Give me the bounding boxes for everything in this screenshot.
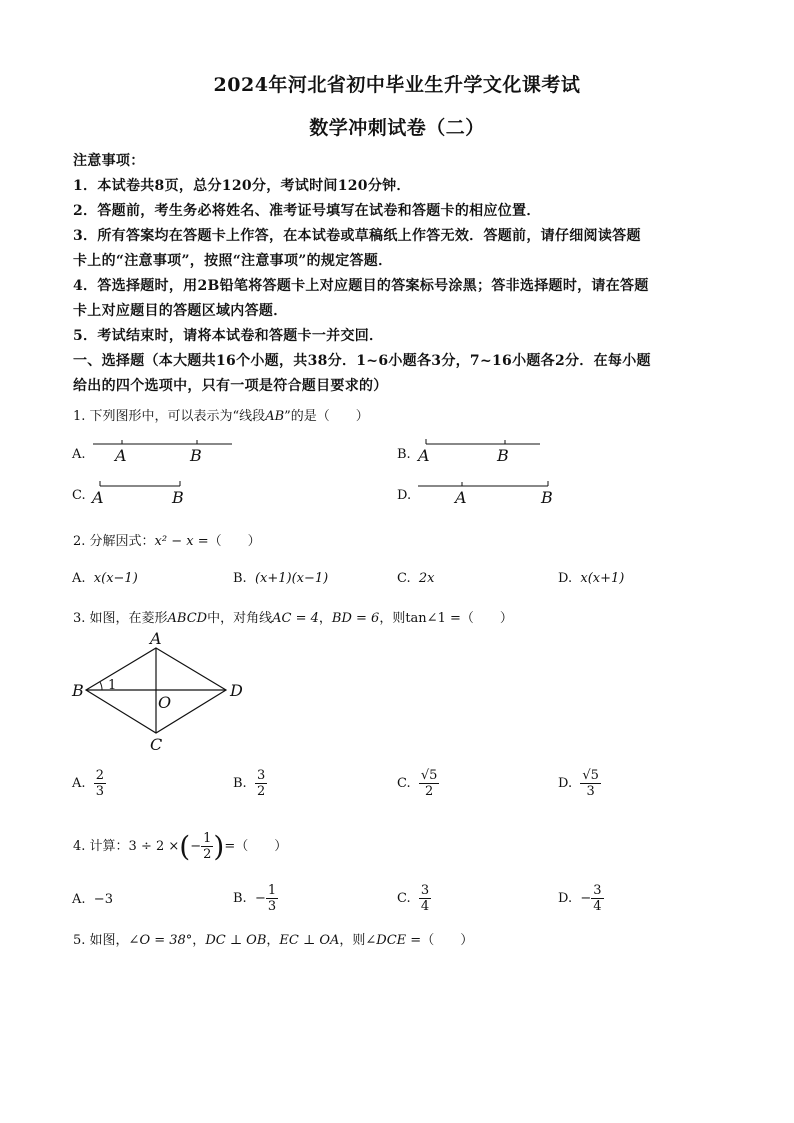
- q3-label-o: O: [158, 693, 172, 712]
- q4-option-d: D. − $\frac{3}{4}$: [558, 883, 602, 914]
- note-line-4: 4．答选择题时，用2B铅笔将答题卡上对应题目的答案标号涂黑；答非选择题时，请在答题: [73, 278, 649, 294]
- q3-option-c: C. $\frac{√5}{2}$: [397, 768, 438, 799]
- question-1-suffix: ”的是（ ）: [284, 409, 369, 424]
- question-2: [73, 530, 261, 549]
- q3-label-c: C: [150, 735, 163, 754]
- section-heading-line-2: 给出的四个选项中，只有一项是符合题目要求的）: [73, 378, 388, 394]
- q1-option-a-letter: A.: [72, 447, 86, 462]
- q2-option-d: D. x(x+1): [558, 571, 625, 586]
- question-4: 4. 计算：3 ÷ 2 ×(− $\frac{1}{2}$ )=（ ）: [73, 830, 288, 863]
- q3-option-a: A. $\frac{2}{3}$: [72, 768, 105, 799]
- note-line-3-cont: 卡上的“注意事项”，按照“注意事项”的规定答题．: [73, 253, 393, 269]
- q1-option-a-figure: [93, 440, 232, 465]
- question-5: 5. 如图，∠O = 38°，DC ⊥ OB，EC ⊥ OA，则∠DCE =（ ）: [73, 933, 474, 948]
- q3-option-b: B. $\frac{3}{2}$: [233, 768, 266, 799]
- q2-option-a: A. x(x−1): [72, 571, 138, 586]
- q1-option-c-figure: [90, 481, 184, 507]
- q1-d-label-a: A: [455, 488, 467, 507]
- question-1-var: AB: [265, 409, 285, 424]
- question-2-suffix: （ ）: [208, 534, 261, 549]
- exam-title: 2024年河北省初中毕业生升学文化课考试: [213, 74, 581, 96]
- q1-option-c-letter: C.: [72, 488, 86, 503]
- q1-option-b-letter: B.: [397, 447, 411, 462]
- notes-heading: 注意事项：: [73, 153, 145, 169]
- q1-c-label-a: A: [92, 488, 104, 507]
- note-line-2: 2．答题前，考生务必将姓名、准考证号填写在试卷和答题卡的相应位置．: [73, 203, 541, 219]
- question-3: 3. 如图，在菱形ABCD中，对角线AC = 4，BD = 6，则tan∠1 =（ ）: [73, 611, 513, 626]
- question-1-prefix: 1. 下列图形中，可以表示为“线段: [73, 409, 266, 424]
- q1-b-label-b: B: [497, 446, 509, 465]
- q3-rhombus-figure: [71, 629, 243, 754]
- q4-option-a: A. −3: [72, 892, 113, 907]
- question-2-prefix: 2. 分解因式：: [73, 534, 155, 549]
- q3-label-b: B: [72, 681, 84, 700]
- q3-label-d: D: [230, 681, 243, 700]
- q1-a-label-b: B: [190, 446, 202, 465]
- note-line-4-cont: 卡上对应题目的答题区域内答题．: [73, 303, 288, 319]
- section-heading-line-1: 一、选择题（本大题共16个小题，共38分．1~6小题各3分，7~16小题各2分．在每小题: [73, 353, 651, 369]
- note-line-5: 5．考试结束时，请将本试卷和答题卡一并交回．: [73, 328, 384, 344]
- q3-option-d: D. $\frac{√5}{3}$: [558, 768, 599, 799]
- q4-option-c: C. $\frac{3}{4}$: [397, 883, 430, 914]
- q2-option-c: C. 2x: [397, 571, 435, 586]
- q4-option-b: B. − $\frac{1}{3}$: [233, 883, 277, 914]
- q1-option-d-figure: [418, 481, 553, 507]
- q1-c-label-b: B: [172, 488, 184, 507]
- q1-option-b-figure: [416, 439, 540, 465]
- question-2-expr: x² − x =: [154, 534, 209, 549]
- note-line-3: 3．所有答案均在答题卡上作答，在本试卷或草稿纸上作答无效．答题前，请仔细阅读答题: [73, 228, 641, 244]
- note-line-1: 1．本试卷共8页，总分120分，考试时间120分钟．: [73, 178, 411, 194]
- q1-b-label-a: A: [418, 446, 430, 465]
- q1-option-d-letter: D.: [397, 488, 412, 503]
- q1-d-label-b: B: [541, 488, 553, 507]
- q3-angle-1: 1: [108, 678, 117, 693]
- q2-option-b: B. (x+1)(x−1): [233, 571, 329, 586]
- q1-a-label-a: A: [115, 446, 127, 465]
- exam-subtitle: 数学冲刺试卷（二）: [309, 117, 485, 139]
- q3-label-a: A: [150, 629, 162, 648]
